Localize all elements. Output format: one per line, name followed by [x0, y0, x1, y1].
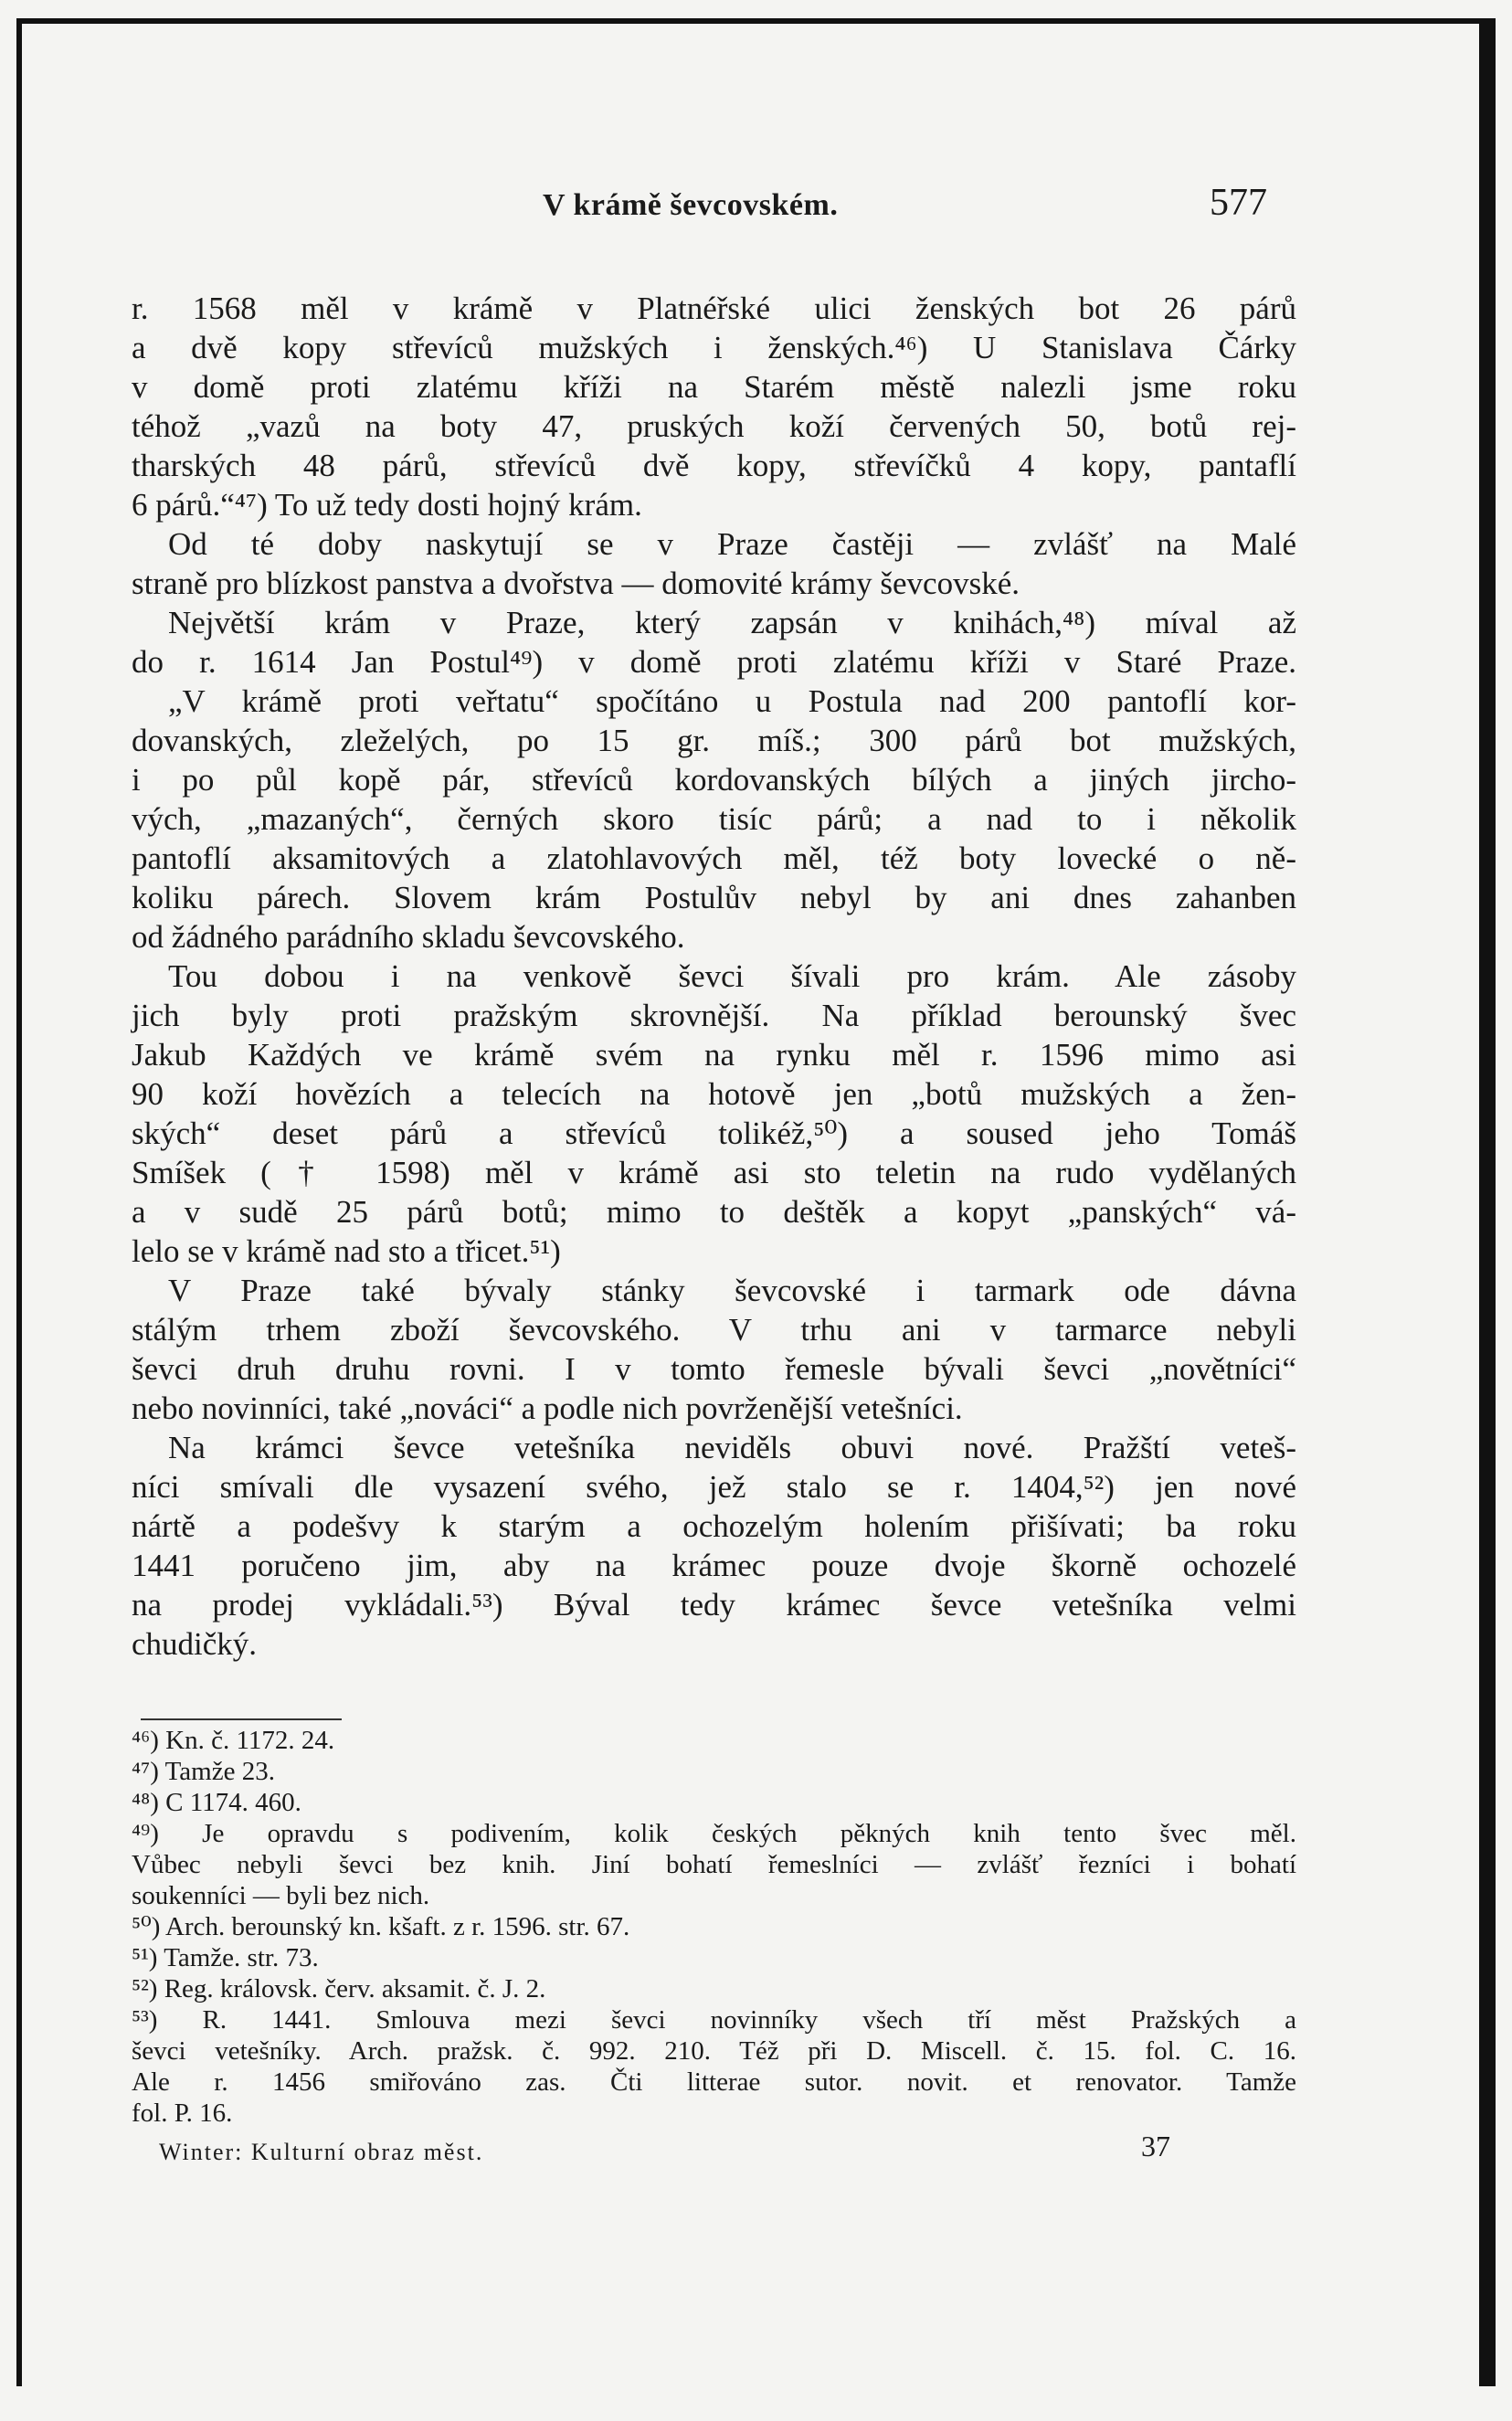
footnote: ⁵³) R. 1441. Smlouva mezi ševci novinníky všech tří měst Pražských a [132, 2005, 1296, 2035]
footnote: ⁴⁹) Je opravdu s podivením, kolik českých pěkných knih tento švec měl. [132, 1819, 1296, 1848]
running-head: V krámě ševcovském. [543, 188, 839, 222]
text-line: chudičký. [132, 1626, 258, 1662]
footnote-continuation: Ale r. 1456 smiřováno zas. Čti litterae sutor. novit. et renovator. Tamže [132, 2067, 1296, 2097]
text-line: V Praze také bývaly stánky ševcovské i tarmark ode dávna [168, 1273, 1296, 1308]
text-line: pantoflí aksamitových a zlatohlavových měl, též boty lovecké o ně- [132, 840, 1296, 876]
footnote-rule [141, 1718, 342, 1720]
main-text [132, 289, 1296, 1664]
footnotes [132, 1725, 1296, 2129]
text-line: koliku párech. Slovem krám Postulův nebyl by ani dnes zahanben [132, 880, 1296, 915]
text-line: dovanských, zleželých, po 15 gr. míš.; 300 párů bot mužských, [132, 723, 1296, 758]
text-line: do r. 1614 Jan Postul⁴⁹) v domě proti zlatému kříži v Staré Praze. [132, 644, 1296, 680]
text-line: „V krámě proti veřtatu“ spočítáno u Postula nad 200 pantoflí kor- [168, 683, 1296, 719]
text-line: Na krámci ševce vetešníka neviděls obuvi nové. Pražští veteš- [168, 1430, 1296, 1465]
footnote: ⁴⁸) C 1174. 460. [132, 1788, 301, 1817]
text-line: r. 1568 měl v krámě v Platnéřské ulici ženských bot 26 párů [132, 291, 1296, 326]
footnote: ⁴⁷) Tamže 23. [132, 1757, 275, 1786]
text-line: lelo se v krámě nad sto a třicet.⁵¹) [132, 1233, 561, 1269]
text-line: stálým trhem zboží ševcovského. V trhu ani v tarmarce nebyli [132, 1312, 1296, 1348]
footnote-continuation: ševci vetešníky. Arch. pražsk. č. 992. 210. Též při D. Miscell. č. 15. fol. C. 16. [132, 2036, 1296, 2066]
footnote: ⁴⁶) Kn. č. 1172. 24. [132, 1726, 335, 1755]
text-line: nebo novinníci, také „nováci“ a podle nich povrženější vetešníci. [132, 1390, 963, 1426]
text-line: v domě proti zlatému kříži na Starém městě nalezli jsme roku [132, 369, 1296, 405]
text-line: vých, „mazaných“, černých skoro tisíc párů; a nad to i několik [132, 801, 1296, 837]
text-line: na prodej vykládali.⁵³) Býval tedy krámec ševce vetešníka velmi [132, 1587, 1296, 1623]
text-line: téhož „vazů na boty 47, pruských koží červených 50, botů rej- [132, 408, 1296, 444]
text-line: 1441 poručeno jim, aby na krámec pouze dvoje škorně ochozelé [132, 1548, 1296, 1583]
text-line: níci smívali dle vysazení svého, jež stalo se r. 1404,⁵²) jen nové [132, 1469, 1296, 1505]
printer-imprint: Winter: Kulturní obraz měst. [159, 2139, 484, 2165]
sheet-signature: 37 [1141, 2130, 1170, 2162]
text-line: i po půl kopě pár, střevíců kordovanských bílých a jiných jircho- [132, 762, 1296, 798]
text-line: a dvě kopy střevíců mužských i ženských.⁴⁶) U Stanislava Čárky [132, 330, 1296, 365]
page-header [22, 181, 1283, 227]
book-page [16, 18, 1496, 2386]
text-line: tharských 48 párů, střevíců dvě kopy, střevíčků 4 kopy, pantaflí [132, 448, 1296, 483]
text-line: 90 koží hovězích a telecích na hotově jen „botů mužských a žen- [132, 1076, 1296, 1112]
text-line: Největší krám v Praze, který zapsán v knihách,⁴⁸) míval až [168, 605, 1296, 640]
text-line: a v sudě 25 párů botů; mimo to deštěk a kopyt „panských“ vá- [132, 1194, 1296, 1230]
footnote: ⁵²) Reg. královsk. červ. aksamit. č. J. 2. [132, 1974, 546, 2003]
footnote: ⁵⁰) Arch. berounský kn. kšaft. z r. 1596. str. 67. [132, 1912, 630, 1941]
text-line: ských“ deset párů a střevíců tolikéž,⁵⁰) a soused jeho Tomáš [132, 1115, 1296, 1151]
text-line: jich byly proti pražským skrovnější. Na příklad berounský švec [132, 998, 1296, 1033]
text-line: Tou dobou i na venkově ševci šívali pro krám. Ale zásoby [168, 958, 1296, 994]
footnote-continuation: Vůbec nebyli ševci bez knih. Jiní bohatí řemeslníci — zvlášť řezníci i bohatí [132, 1850, 1296, 1879]
text-line: Smíšek († 1598) měl v krámě asi sto teletin na rudo vydělaných [132, 1155, 1296, 1190]
text-line: straně pro blízkost panstva a dvořstva — domovité krámy ševcovské. [132, 566, 1020, 601]
text-line: Od té doby naskytují se v Praze častěji — zvlášť na Malé [168, 526, 1296, 562]
text-line: Jakub Každých ve krámě svém na rynku měl r. 1596 mimo asi [132, 1037, 1296, 1073]
text-line: od žádného parádního skladu ševcovského. [132, 919, 685, 955]
footnote: ⁵¹) Tamže. str. 73. [132, 1943, 319, 1972]
text-line: nártě a podešvy k starým a ochozelým holením přišívati; ba roku [132, 1508, 1296, 1544]
page-number: 577 [1210, 182, 1267, 224]
text-line: ševci druh druhu rovni. I v tomto řemesle bývali ševci „novětníci“ [132, 1351, 1296, 1387]
footnote-continuation: fol. P. 16. [132, 2099, 233, 2128]
footnote-continuation: soukenníci — byli bez nich. [132, 1881, 430, 1910]
text-line: 6 párů.“⁴⁷) To už tedy dosti hojný krám. [132, 487, 642, 523]
